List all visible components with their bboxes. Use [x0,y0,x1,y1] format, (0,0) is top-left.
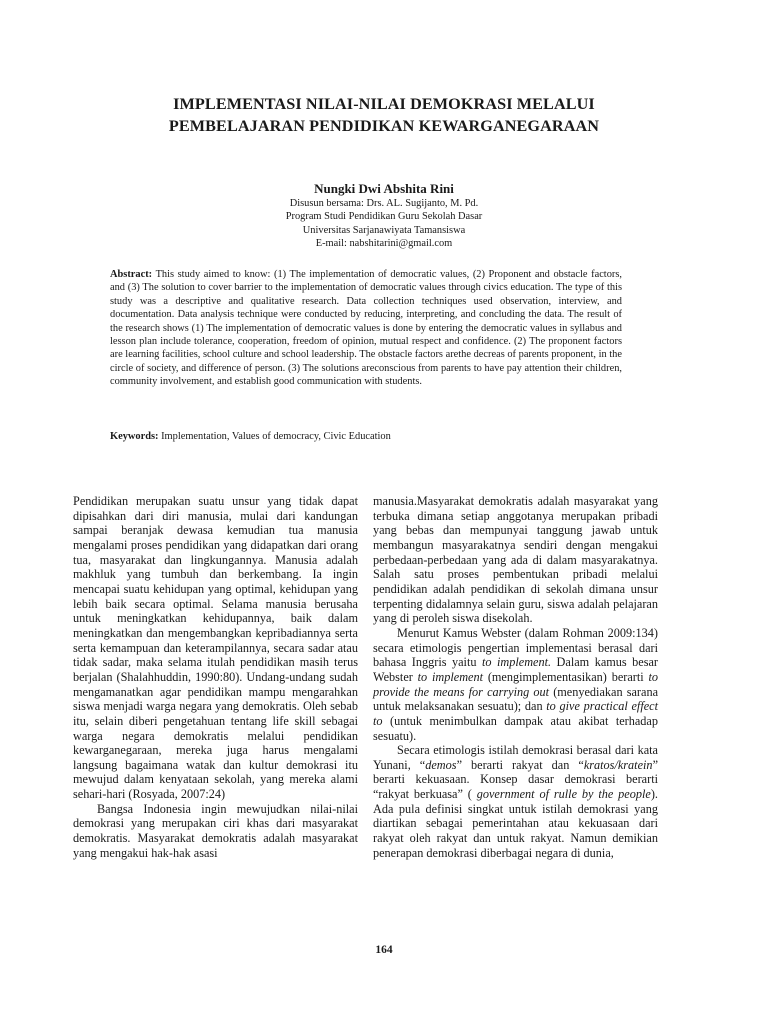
body-paragraph-3: manusia.Masyarakat demokratis adalah masyarakat yang terbuka dimana setiap anggotanya merupakan pribadi yang bebas dan mempunyai tanggung jawab untuk membangun masyarakatnya sendiri dengan mengakui perbedaan-perbedaan yang ada di dalam masyarakatnya. Salah satu proses pembentukan pribadi melalui pendidikan adalah pendidikan di sekolah dimana unsur terpenting didalamnya selain guru, siswa adalah pelajaran yang di peroleh siswa disekolah. [373,494,658,626]
study-program: Program Studi Pendidikan Guru Sekolah Dasar [285,211,483,223]
author-email: E-mail: nabshitarini@gmail.com [315,238,453,250]
keywords-text: Implementation, Values of democracy, Civic Education [161,431,391,442]
left-column [73,494,358,860]
university: Universitas Sarjanawiyata Tamansiswa [302,224,466,236]
keywords [110,430,622,443]
author-name: Nungki Dwi Abshita Rini [314,181,454,196]
body-paragraph-1: Pendidikan merupakan suatu unsur yang tidak dapat dipisahkan dari diri manusia, mulai dari kandungan sampai beranjak dewasa kemudian tua manusia mengalami proses pendidikan yang didapatkan dari orang tua, masyarakat dan lingkungannya. Manusia adalah makhluk yang tumbuh dan berkembang. Ia ingin mencapai suatu kehidupan yang optimal, kehidupan yang lebih baik secara optimal. Selama manusia berusaha untuk meningkatkan kehidupannya, baik dalam meningkatkan dan mengembangkan kepribadiannya serta serta kemampuan dan keterampilannya, secara sadar atau tidak sadar, maka selama itulah pendidikan masih terus berjalan (Shalahhuddin, 1990:80). Undang-undang sudah mengamanatkan agar pendidikan mampu mengarahkan siswa menjadi warga negara yang demokratis. Oleh sebab itu, selain diberi pengetahuan tentang life skill sebagai warga negara demokratis melalui pendidikan kewarganegaraan, mereka juga harus mengalami langsung bagaimana watak dan kultur demokrasi itu mewujud dalam kenyataan sekolah, yang mereka alami sehari-hari (Rosyada, 2007:24) [73,494,358,802]
abstract [110,268,622,389]
term-provide-means: to provide the means for carrying out [373,669,658,699]
title-line-2: PEMBELAJARAN PENDIDIKAN KEWARGANEGARAAN [168,117,600,135]
paper-title [90,93,678,137]
right-column [373,494,658,860]
title-line-1: IMPLEMENTASI NILAI-NILAI DEMOKRASI MELALUI [173,95,595,113]
body-paragraph-4: Menurut Kamus Webster (dalam Rohman 2009:134) secara etimologis pengertian implementasi berasal dari bahasa Inggris yaitu to implement. Dalam kamus besar Webster to implement (mengimplementasikan) berarti to provide the means for carrying out (menyediakan sarana untuk melaksanakan sesuatu); dan to give practical effect to (untuk menimbulkan dampak atau akibat terhadap sesuatu). [373,625,659,743]
abstract-label: Abstract: [110,269,153,280]
body-paragraph-5: Secara etimologis istilah demokrasi berasal dari kata Yunani, “demos” berarti rakyat dan “kratos/kratein” berarti kekuasaan. Konsep dasar demokrasi berarti “rakyat berkuasa” ( government of rulle by the people). Ada pula definisi singkat untuk istilah demokrasi yang diartikan sebagai pemerintahan atau kekuasaan dari rakyat oleh rakyat dan untuk rakyat. Namun demikian penerapan demokrasi diberbagai negara di dunia, [373,743,658,860]
term-to-implement: to implement. [481,655,552,670]
author-block [134,180,634,251]
term-demos: demos [425,757,457,772]
keywords-label: Keywords: [110,431,159,442]
body-paragraph-2: Bangsa Indonesia ingin mewujudkan nilai-nilai demokrasi yang merupakan ciri khas dari masyarakat demokratis. Masyarakat demokratis adalah masyarakat yang mengakui hak-hak asasi [73,801,358,860]
term-kratos: kratos/kratein [583,757,653,772]
compiled-with: Disusun bersama: Drs. AL. Sugijanto, M. Pd. [289,198,479,209]
abstract-text: This study aimed to know: (1) The implementation of democratic values, (2) Proponent and obstacle factors, and (3) The solution to cover barrier to the implementation of democratic values through civics education. The type of this study was a descriptive and qualitative research. Data collection techniques used observation, interview, and documentation. Data analysis technique were conducted by reducing, interpreting, and concluding the data. The result of the research shows (1) The implementation of democratic values is done by entering the democratic values in syllabus and lesson plan include tolerance, cooperation, freedom of opinion, mutual respect and confidence. (2) The proponent factors are learning facilities, school culture and school leadership. The obstacle factors arethe decreas of parents proponent, in the circle of society, and difference of person. (3) The solutions areconscious from parents to have pay attention their children, community involvement, and establish good communication with students. [110,269,622,388]
term-to-implement-2: to implement [417,669,484,684]
term-practical-effect: to give practical effect to [373,699,658,728]
term-government: government of rulle by the people [476,787,651,802]
page-number: 164 [375,944,393,956]
